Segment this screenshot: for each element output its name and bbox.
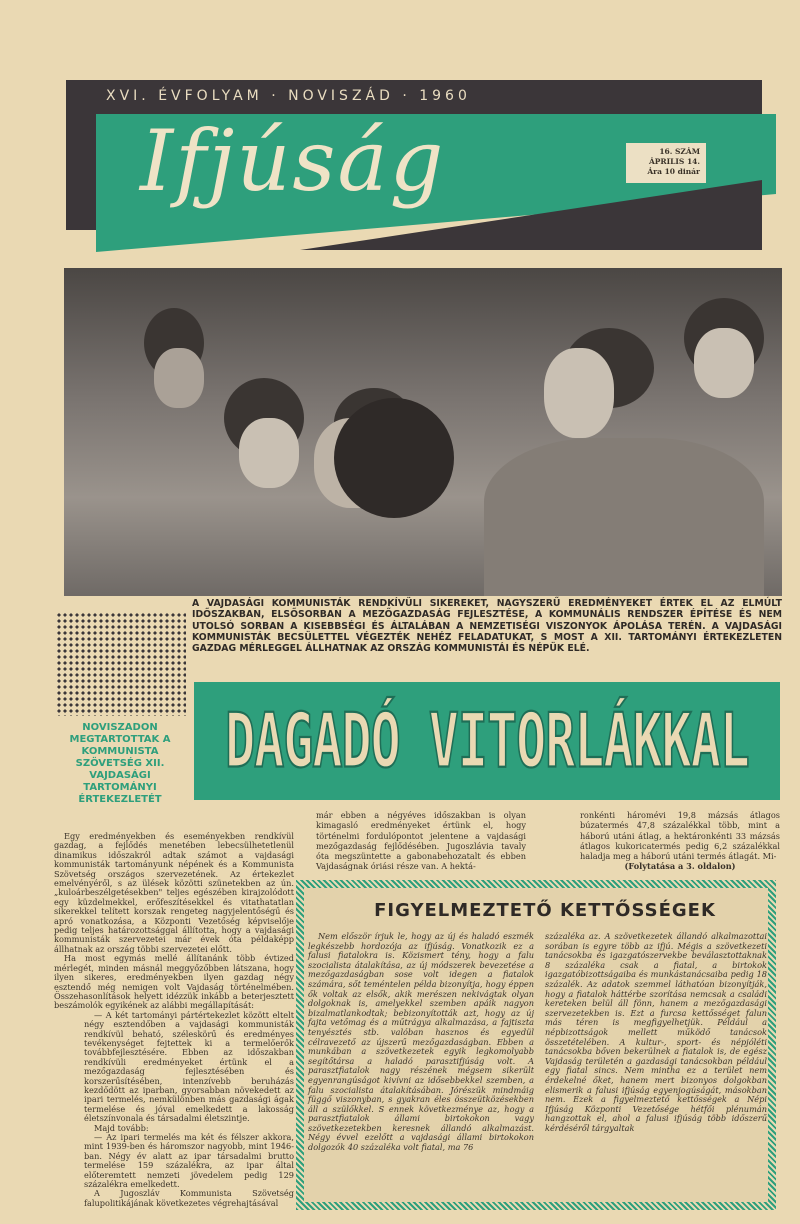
article-paragraph: ronkénti háromévi 19,8 mázsás átlagos búzatermés 47,8 százalékkal több, mint a háború utáni átlag, a hektáronkénti 33 mázsás átlagos kukoricatermés pedig 6,2 százalékkal haladja meg a háború utáni termés átlagát. Mi- xyxy=(580,810,780,862)
newspaper-logo: Ifjúság xyxy=(140,112,446,210)
article-subheadline: NOVISZADON MEGTARTOTTAK A KOMMUNISTA SZÖVETSÉG XII. VAJDASÁGI TARTOMÁNYI ÉRTEKEZLETÉT xyxy=(69,722,171,805)
article-column-1 xyxy=(54,832,294,1208)
article-paragraph: Ha most egymás mellé állítanánk több évtized mérlegét, minden másnál meggyőzőbben látszana, hogy ilyen sikeres, eredményekben ilyen gazdag négy esztendő még nemigen volt Vajdaság történelmében. Összehasonlítások helyett idézzük inkább a beterjesztett beszámolók egyikének az alábbi megállapítását: xyxy=(54,953,294,1011)
boxed-article-column-1 xyxy=(308,932,534,1153)
article-quote: — A két tartományi pártértekezlet között eltelt négy esztendőben a vajdasági kommunisták rendkívül beható, széleskörű és eredményes tevékenységet fejtettek ki a termelőerők továbbfejlesztésére. Ebben az időszakban rendkívüli eredményeket értünk el a mezőgazdaság fejlesztésében és korszerűsítésében, intenzívebb beruházás kezdődött az iparban, gyorsabban növekedett az ipari termelés, nemkülönben más gazdasági ágak termelése és jóval emelkedett a lakosság életszínvonala és társadalmi életszintje. xyxy=(84,1009,294,1124)
article-column-2 xyxy=(316,810,526,872)
boxed-article-column-2 xyxy=(545,932,767,1133)
main-headline xyxy=(194,682,780,800)
article-column-3 xyxy=(580,810,780,872)
boxed-article-text: százaléka az. A szövetkezetek állandó alkalmazottai sorában is egyre több az ifjú. Mégis a szövetkezeti tanácsokba és igazgatószervekbe beválasztottaknak 8 százaléka csak a fiatal, a birtokok igazgatóbizottságaiba és munkástanácsaiba pedig 18 százalék. Az adatok szemmel láthatóan bizonyítják, hogy a fiatalok háttérbe szorítása nemcsak a családi kereteken belül áll fönn, hanem a mezőgazdasági szervezetekben is. Ezt a furcsa kettősséget falun más téren is megfigyelhetjük. Például a népbizottságok mellett működő tanácsok összetételében. A kultur-, sport- és népjóléti tanácsokba bőven bekerülnek a fiatalok is, de egész Vajdaság területén a gazdasági tanácsokban például egy fiatal sincs. Nem mintha ez a terület nem érdekelné őket, hanem mert bizonyos dolgokban elismerik a falusi ifjúság egyenjogúságát, másokban nem. Ezek a figyelmeztető kettősségek a Népi Ifjúság Központi Vezetősége hétfői plénumán hangzottak el, ahol a falusi ifjúság több időszerű kérdéséről tárgyaltak xyxy=(545,931,767,1133)
halftone-ornament xyxy=(56,612,186,716)
issue-date: ÁPRILIS 14. xyxy=(648,157,700,166)
continued-link[interactable]: (Folytatása a 3. oldalon) xyxy=(624,861,736,872)
article-paragraph: már ebben a négyéves időszakban is olyan kimagasló eredményeket értünk el, hogy történelmi fordulópontot jelentene a vajdasági mezőgazdaság fejlődésében. Jugoszlávia tavaly óta megszüntette a gabonabehozatalt és ebben Vajdaságnak óriási része van. A hektá- xyxy=(316,810,526,872)
lead-paragraph: A VAJDASÁGI KOMMUNISTÁK RENDKÍVÜLI SIKEREKET, NAGYSZERŰ EREDMÉNYEKET ÉRTEK EL AZ ELMÚLT IDŐSZAKBAN, ELSŐSORBAN A MEZŐGAZDASÁG FEJLESZTÉSE, A KOMMUNÁLIS RENDSZER ÉPÍTÉSE ÉS NEM UTOLSÓ SORBAN A KISEBBSÉGI ÉS ÁLTALÁBAN A NEMZETISÉGI VISZONYOK ÁPOLÁSA TERÉN. A VAJDASÁGI KOMMUNISTÁK BECSÜLETTEL VÉGEZTÉK NEHÉZ FELADATUKAT, S MOST A XII. TARTOMÁNYI ÉRTEKEZLETEN GAZDAG MÉRLEGGEL ÁLLHATNAK AZ ORSZÁG KOMMUNISTÁI ÉS NÉPÜK ELÉ. xyxy=(192,598,782,655)
issue-number: 16. SZÁM xyxy=(659,147,700,156)
front-page-photo-audience xyxy=(64,268,782,596)
article-paragraph: Majd tovább: xyxy=(94,1122,149,1133)
boxed-article-text: Nem először írjuk le, hogy az új és haladó eszmék legkészebb hordozója az ifjúság. Vonatkozik ez a falusi fiatalokra is. Közismert tény, hogy a falu szocialista átalakítása, az új módszerek bevezetése a mezőgazdaságban sose volt idegen a fiatalok számára, sőt teméntelen példa bizonyítja, hogy éppen ők voltak az elsők, akik merészen nekivágtak olyan dolgoknak is, amelyekkel szemben apáik nagyon bizalmatlankodtak; bebizonyították azt, hogy az új fajta vetőmag és a műtrágya alkalmazása, a fajtiszta tenyésztés stb. valóban hasznos és egyedül célravezető az újszerű mezőgazdaságban. Ebben a munkában a szövetkezetek egyik legkomolyabb segítőtársa a haladó parasztifjúság volt. A parasztfiatalok nagy részének mégsem sikerült egyenrangúságot kivívni az idősebbekkel szemben, a falu szocialista átalakításában. Jórészük mindmáig függő viszonyban, s gyakran éles összeütközésekben áll a szülőkkel. S ennek következménye az, hogy a parasztfiatalok állami birtokokon vagy szövetkezetekben keresnek állandó alkalmazást. Négy évvel ezelőtt a vajdasági állami birtokokon dolgozók 40 százaléka volt fiatal, ma 76 xyxy=(308,931,534,1153)
issue-info-box xyxy=(626,143,706,183)
main-headline-text: DAGADÓ VITORLÁKKAL xyxy=(225,697,749,785)
masthead-topline: XVI. ÉVFOLYAM · NOVISZÁD · 1960 xyxy=(66,80,762,114)
article-quote: — Az ipari termelés ma két és félszer akkora, mint 1939-ben és háromszor nagyobb, mint 1946-ban. Négy év alatt az ipar társadalmi brutto termelése 159 százalékra, az ipar által előteremtett nemzeti jövedelem pedig 129 százalékra emelkedett. xyxy=(84,1132,294,1190)
article-paragraph: Egy eredményekben és eseményekben rendkívül gazdag, a fejlődés menetében lebecsülhetetlenül dinamikus időszakról adtak számot a vajdasági kommunisták tartományunk népének és a Kommunista Szövetség országos szervezetének. Az értekezlet emelvényéről, s az ülések közötti szünetekben az ún. „kuloárbeszélgetésekben" teljes egészében kirajzolódott egy küzdelmekkel, erőfeszítésekkel és vitathatatlan sikerekkel telített korszak rengeteg nagyjelentőségű és apró vonatkozása, a Központi Vezetőség képviselője pedig teljes határozottsággal állította, hogy a vajdasági kommunisták szervezetei már évek óta példaképp állhatnak az ország többi szervezetei előtt. xyxy=(54,831,294,954)
article-quote: A Jugoszláv Kommunista Szövetség falupolitikájának következetes végrehajtásával xyxy=(84,1188,294,1208)
boxed-article-title: FIGYELMEZTETŐ KETTŐSSÉGEK xyxy=(374,900,716,921)
issue-price: Ára 10 dinár xyxy=(647,167,700,176)
